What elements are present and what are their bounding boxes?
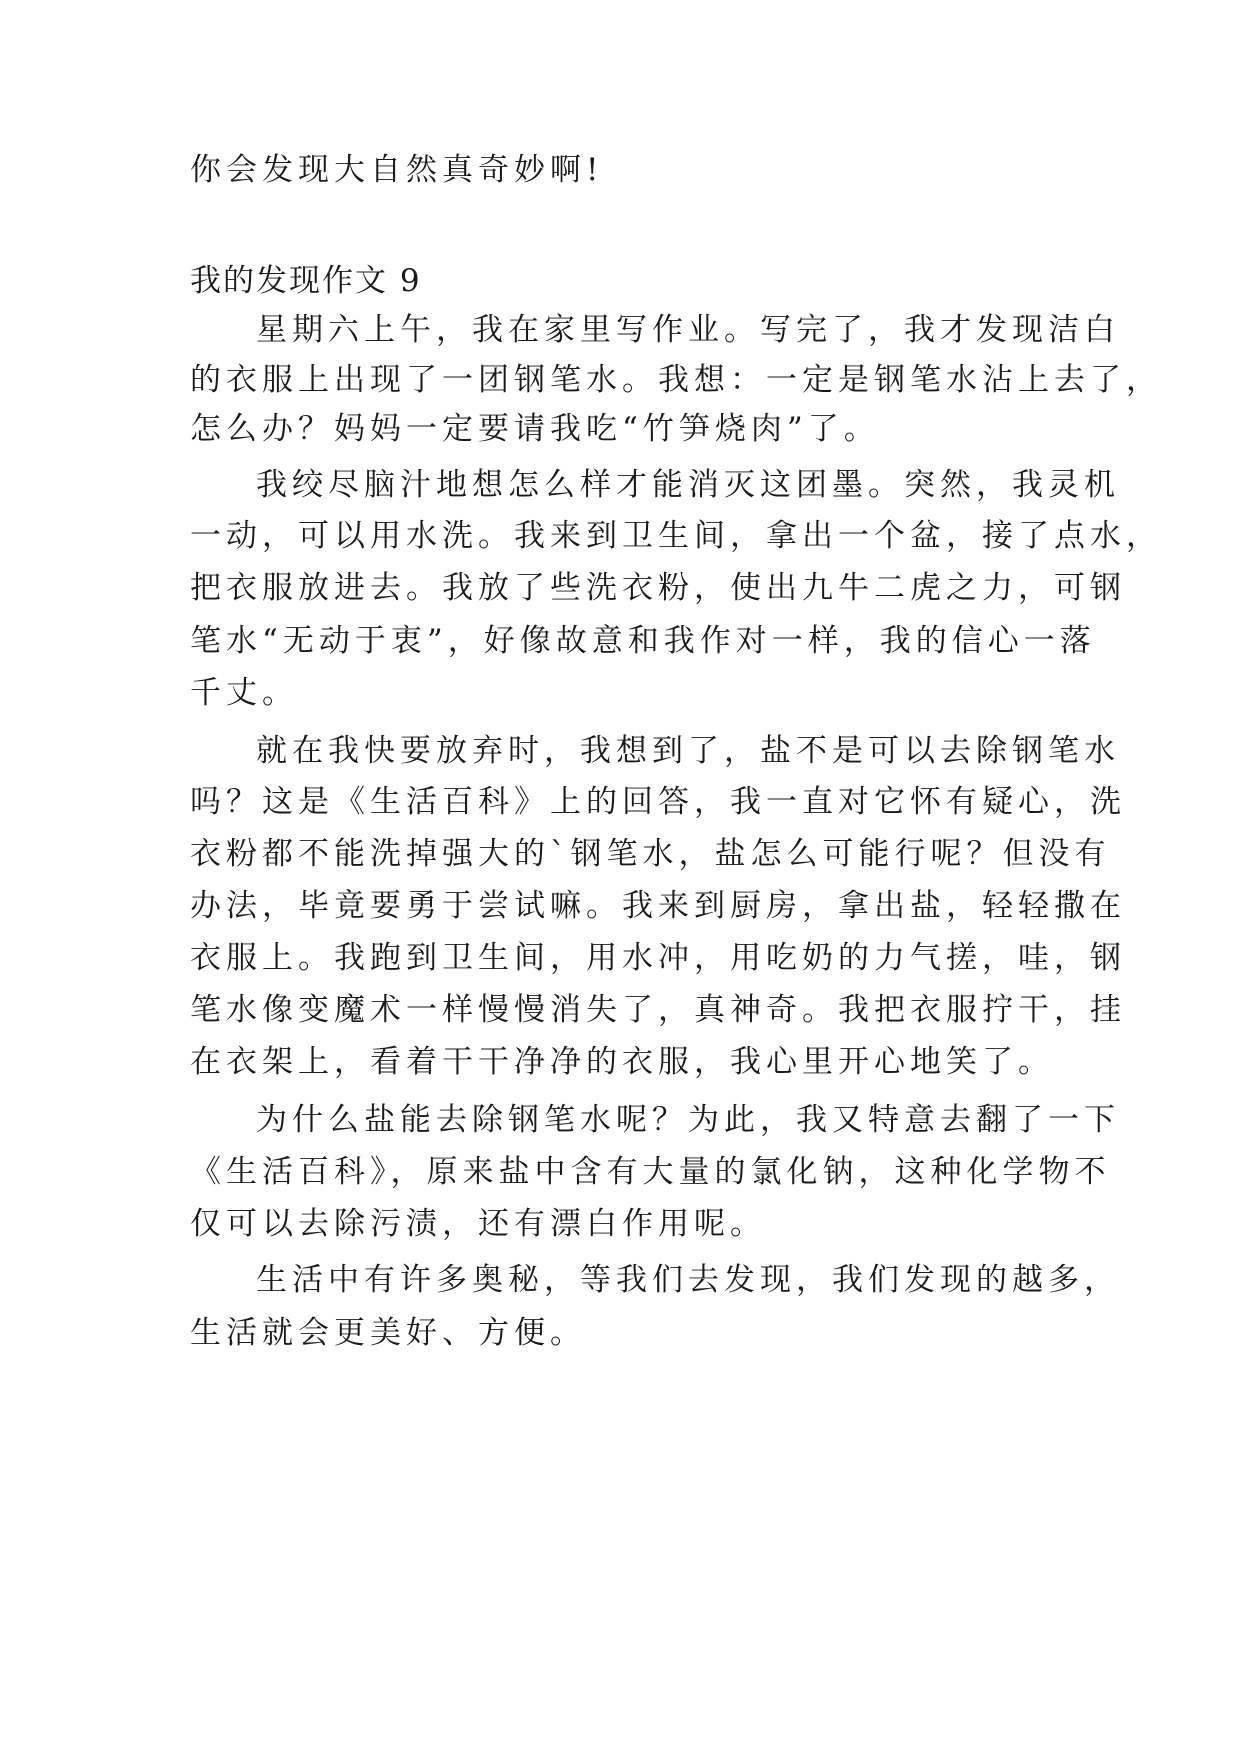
paragraph-line: 生活中有许多奥秘，等我们去发现，我们发现的越多， — [256, 1262, 1120, 1298]
paragraph-line: 衣粉都不能洗掉强大的`钢笔水，盐怎么可能行呢？但没有 — [190, 836, 1111, 872]
document-title: 我的发现作文 9 — [190, 263, 422, 299]
intro-line: 你会发现大自然真奇妙啊! — [190, 152, 604, 188]
paragraph-line: 怎么办？妈妈一定要请我吃“竹笋烧肉”了。 — [190, 411, 880, 447]
paragraph-line: 为什么盐能去除钢笔水呢？为此，我又特意去翻了一下 — [256, 1102, 1120, 1138]
paragraph-line: 笔水像变魔术一样慢慢消失了，真神奇。我把衣服拧干，挂 — [190, 992, 1126, 1028]
paragraph-line: 千丈。 — [190, 675, 298, 711]
paragraph-line: 办法，毕竟要勇于尝试嘛。我来到厨房，拿出盐，轻轻撒在 — [190, 888, 1126, 924]
paragraph-line: 星期六上午，我在家里写作业。写完了，我才发现洁白 — [256, 312, 1120, 348]
paragraph-line: 我绞尽脑汁地想怎么样才能消灭这团墨。突然，我灵机 — [256, 467, 1120, 503]
paragraph-line: 仅可以去除污渍，还有漂白作用呢。 — [190, 1206, 766, 1242]
paragraph-line: 在衣架上，看着干干净净的衣服，我心里开心地笑了。 — [190, 1044, 1054, 1080]
paragraph-line: 就在我快要放弃时，我想到了，盐不是可以去除钢笔水 — [256, 733, 1120, 769]
paragraph-line: 吗？这是《生活百科》上的回答，我一直对它怀有疑心，洗 — [190, 784, 1126, 820]
paragraph-line: 生活就会更美好、方便。 — [190, 1315, 586, 1351]
paragraph-line: 《生活百科》，原来盐中含有大量的氯化钠，这种化学物不 — [190, 1154, 1111, 1190]
paragraph-line: 笔水“无动于衷”，好像故意和我作对一样，我的信心一落 — [190, 623, 1096, 659]
paragraph-line: 的衣服上出现了一团钢笔水。我想：一定是钢笔水沾上去了， — [190, 362, 1162, 398]
paragraph-line: 衣服上。我跑到卫生间，用水冲，用吃奶的力气搓，哇，钢 — [190, 940, 1126, 976]
paragraph-line: 一动，可以用水洗。我来到卫生间，拿出一个盆，接了点水， — [190, 518, 1162, 554]
paragraph-line: 把衣服放进去。我放了些洗衣粉，使出九牛二虎之力，可钢 — [190, 570, 1126, 606]
